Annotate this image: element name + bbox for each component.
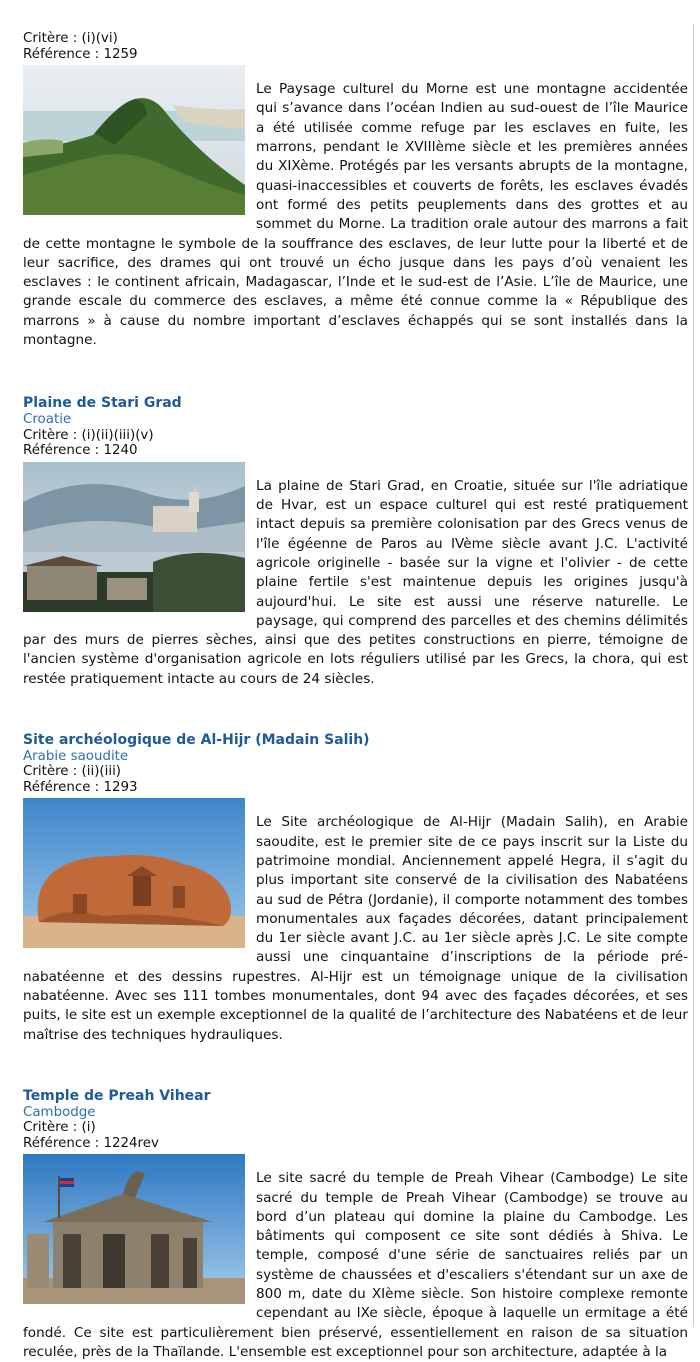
le-morne-photo	[23, 65, 245, 215]
site-reference: Référence : 1240	[23, 443, 138, 459]
site-criteria: Critère : (i)(ii)(iii)(v)	[23, 427, 154, 443]
site-reference: Référence : 1224rev	[23, 1135, 159, 1151]
site-criteria: Critère : (i)(vi)	[23, 31, 118, 46]
site-criteria: Critère : (i)	[23, 1120, 96, 1136]
site-entry-al-hijr	[23, 733, 688, 1045]
site-reference: Référence : 1259	[23, 46, 138, 62]
madain-salih-photo	[23, 798, 245, 948]
preah-vihear-photo	[23, 1154, 245, 1304]
site-entry-stari-grad	[23, 396, 688, 689]
site-description: Le Paysage culturel du Morne est une montagne accidentée qui s’avance dans l’océan Indien au sud-ouest de l’île Maurice a été utilisée comme refuge par les esclaves en fuite, les marrons, pendant le XVIIIème siècle et les premières années du XIXème. Protégés par les versants abrupts de la montagne, quasi-inaccessibles et couverts de forêts, les esclaves évadés ont formé des petits peuplements dans des grottes et au sommet du Morne. La tradition orale autour des marrons a fait de cette montagne le symbole de la souffrance des esclaves, de leur lutte pour la liberté et de leur sacrifice, des drames qui ont trouvé un écho jusque dans les pays d’où venaient les esclaves : le continent africain, Madagascar, l’Inde et le sud-est de l’Asie. L’île de Maurice, une grande escale du commerce des esclaves, a même été connue comme la « République des marrons » à cause du nombre important d’esclaves échappés qui se sont installés dans la montagne.	[23, 80, 688, 350]
site-reference: Référence : 1293	[23, 779, 138, 795]
site-description: La plaine de Stari Grad, en Croatie, située sur l'île adriatique de Hvar, est un espace culturel qui est resté pratiquement intact depuis sa première colonisation par des Grecs venus de l'île égéenne de Paros au IVème siècle avant J.C. L'activité agricole originelle - basée sur la vigne et l'olivier - de cette plaine fertile s'est maintenue depuis les origines jusqu'à aujourd'hui. Le site est aussi une réserve naturelle. Le paysage, qui comprend des parcelles et des chemins délimités par des murs de pierres sèches, ainsi que des petites constructions en pierre, témoigne de l'ancien système d'organisation agricole en lots réguliers utilisé par les Grecs, la chora, qui est restée pratiquement intacte au cours de 24 siècles.	[23, 477, 688, 689]
site-criteria: Critère : (ii)(iii)	[23, 764, 122, 780]
site-country: Cambodge	[23, 1104, 96, 1120]
site-description: Le Site archéologique de Al-Hijr (Madain Salih), en Arabie saoudite, est le premier site de ce pays inscrit sur la Liste du patrimoine mondial. Anciennement appelé Hegra, il s’agit du plus important site conservé de la civilisation des Nabatéens au sud de Pétra (Jordanie), il comporte notamment des tombes monumentales aux façades décorées, datant principalement du 1er siècle avant J.C. au 1er siècle après J.C. Le site compte aussi une cinquantaine d’inscriptions de la période pré-nabatéenne et des dessins rupestres. Al-Hijr est un témoignage unique de la civilisation nabatéenne. Avec ses 111 tombes monumentales, dont 94 avec des façades décorées, et ses puits, le site est un exemple exceptionnel de la qualité de l’architecture des Nabatéens et de leur maîtrise des techniques hydrauliques.	[23, 813, 688, 1045]
site-title[interactable]: Site archéologique de Al-Hijr (Madain Salih)	[23, 731, 370, 748]
site-entry-preah-vihear	[23, 1089, 688, 1362]
site-title[interactable]: Temple de Preah Vihear	[23, 1087, 211, 1104]
site-description: Le site sacré du temple de Preah Vihear (Cambodge) Le site sacré du temple de Preah Vihear (Cambodge) se trouve au bord d’un plateau qui domine la plaine du Cambodge. Les bâtiments qui composent ce site sont dédiés à Shiva. Le temple, composé d'une série de sanctuaires reliés par un système de chaussées et d'escaliers s'étendant sur un axe de 800 m, date du XIème siècle. Son histoire complexe remonte cependant au IXe siècle, époque à laquelle un ermitage a été fondé. Ce site est particulièrement bien préservé, essentiellement en raison de sa situation reculée, près de la Thaïlande. L'ensemble est exceptionnel pour son architecture, adaptée à la	[23, 1169, 688, 1362]
site-entry-le-morne	[23, 31, 688, 350]
site-country: Croatie	[23, 411, 72, 427]
heritage-site-list	[23, 31, 688, 1362]
site-title[interactable]: Plaine de Stari Grad	[23, 395, 182, 412]
site-country: Arabie saoudite	[23, 748, 129, 764]
page-border-line	[693, 24, 694, 1327]
stari-grad-photo	[23, 462, 245, 612]
